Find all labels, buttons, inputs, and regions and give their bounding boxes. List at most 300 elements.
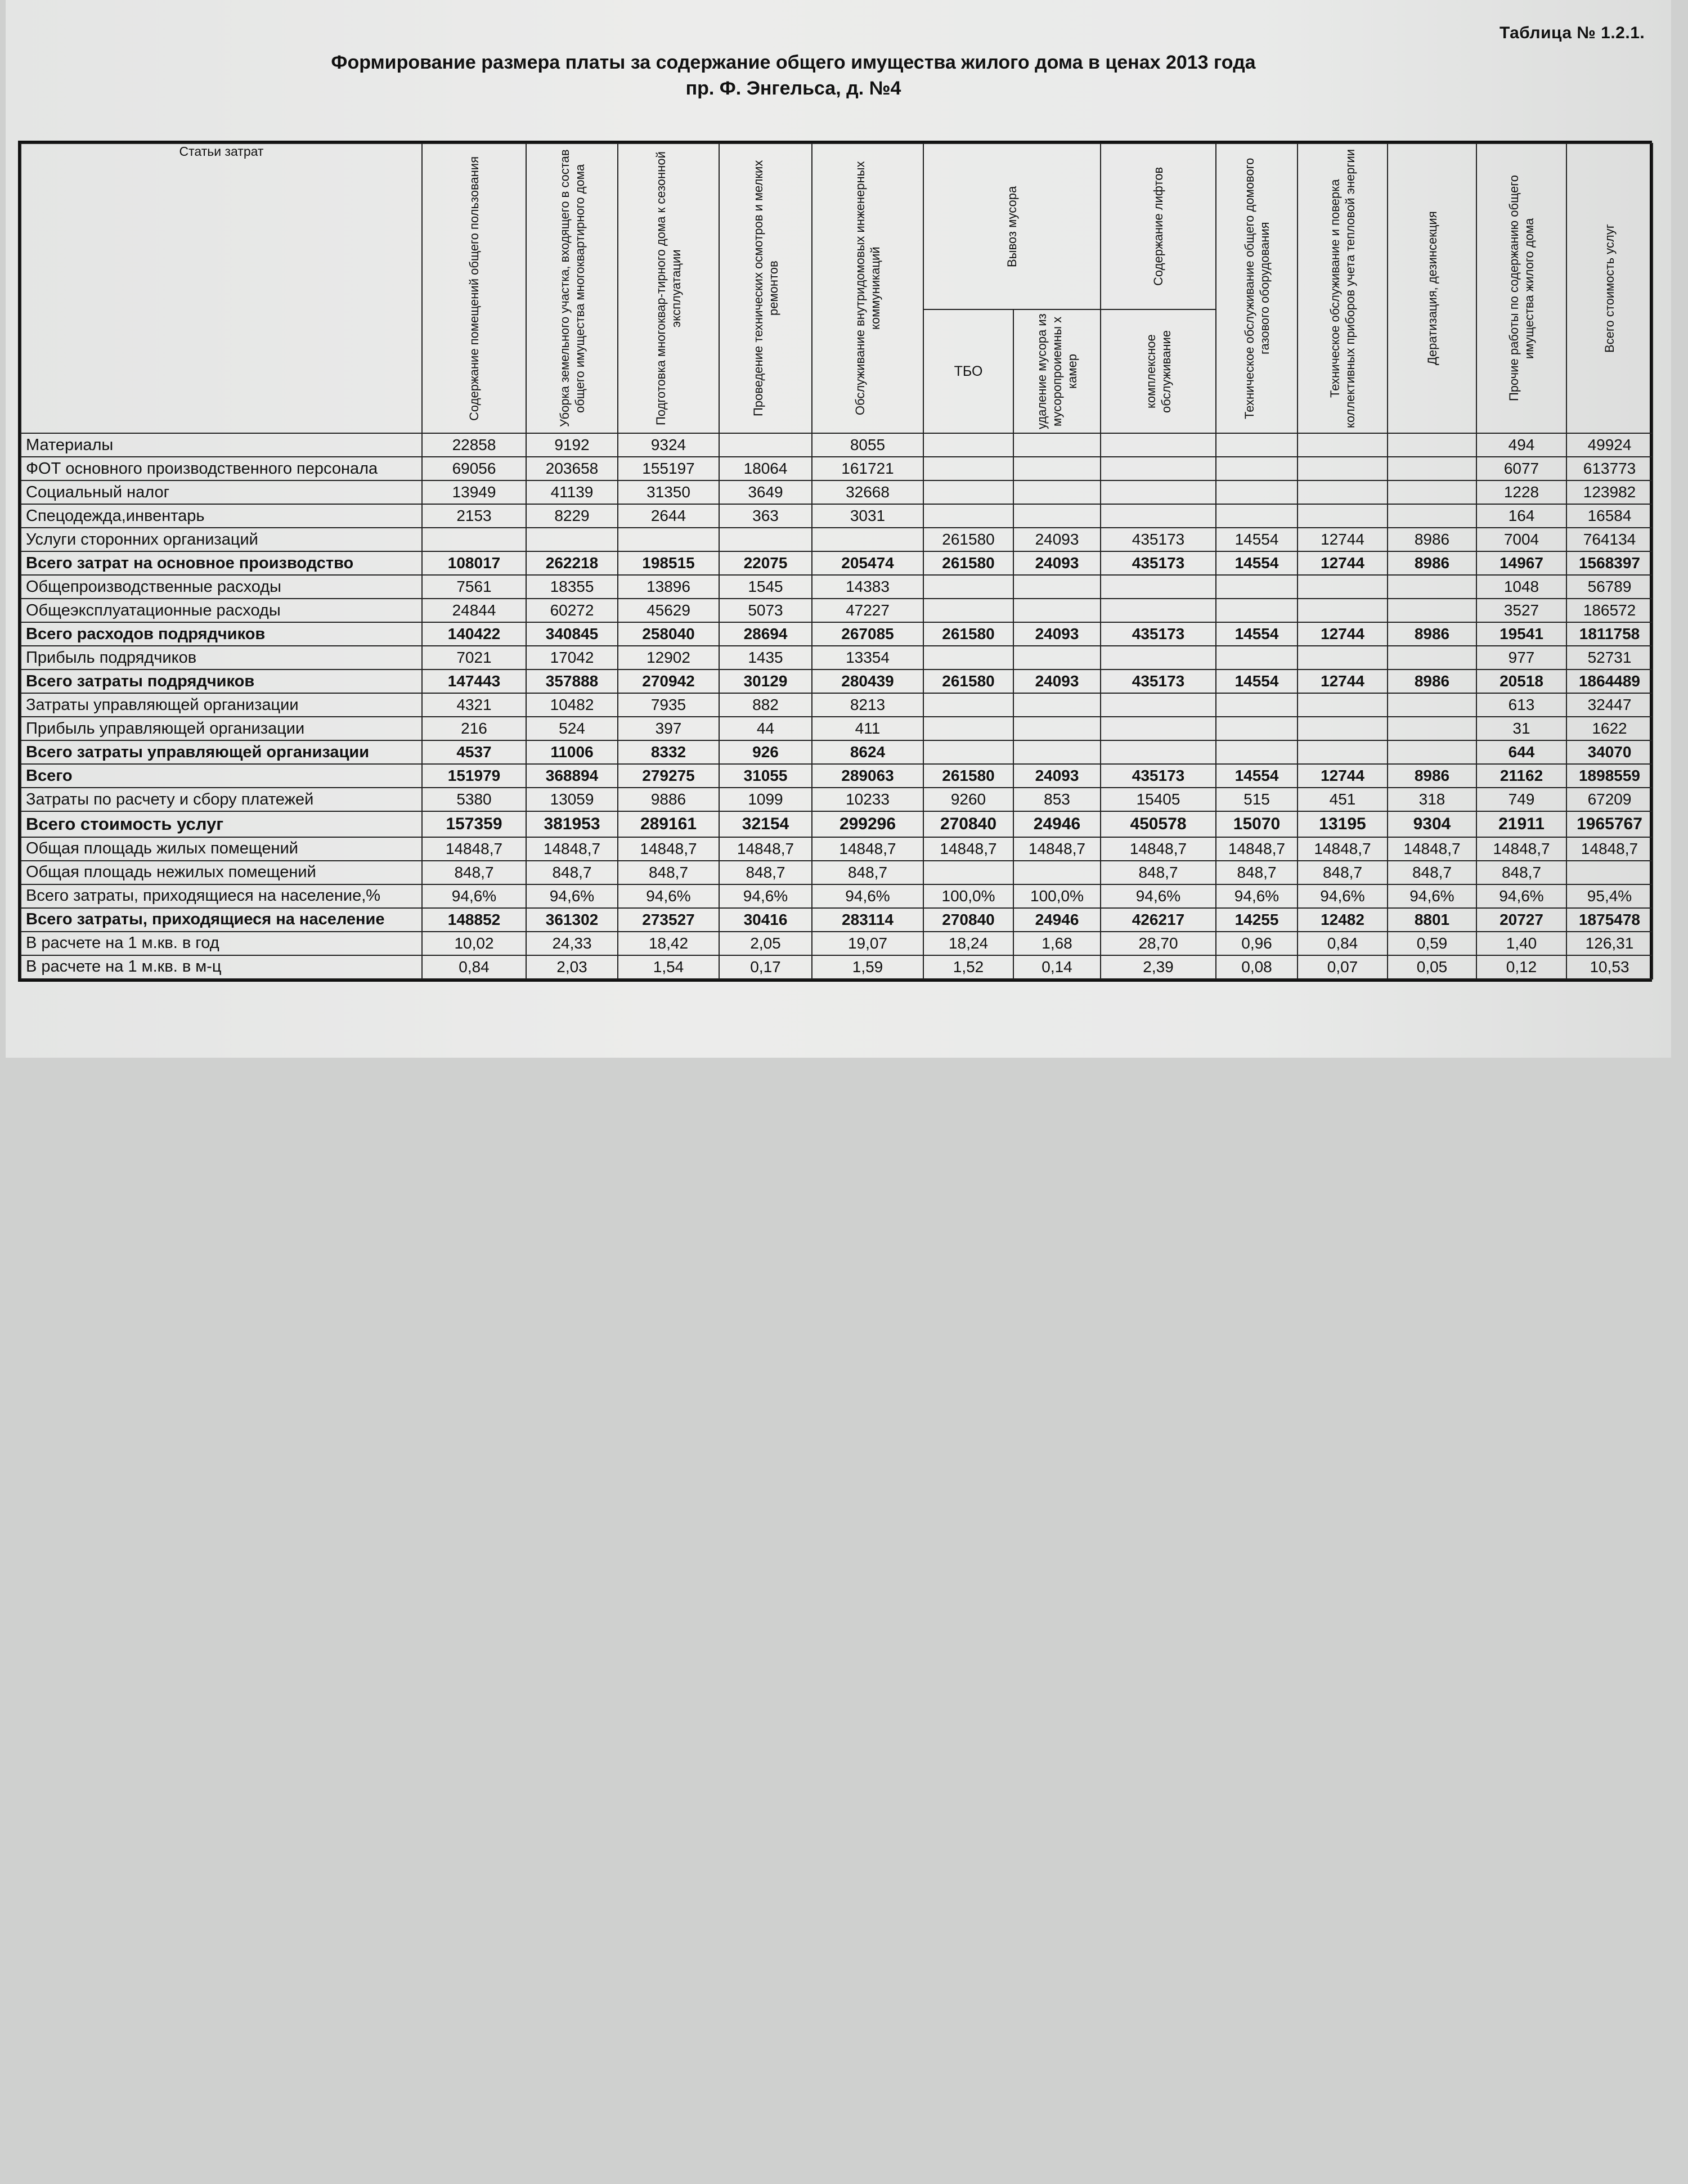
cell-value [1216, 693, 1298, 717]
cell-value [923, 693, 1013, 717]
cell-value: 19,07 [812, 932, 923, 955]
header-total-cost: Всего стоимость услуг [1566, 143, 1653, 433]
cell-value: 261580 [923, 669, 1013, 693]
cell-value: 435173 [1101, 764, 1216, 788]
cell-value: 94,6% [1388, 884, 1476, 908]
cell-value: 10,53 [1566, 955, 1653, 979]
cell-value: 108017 [422, 551, 526, 575]
cell-value [1298, 693, 1388, 717]
cell-value [1013, 575, 1101, 599]
cell-value [1013, 717, 1101, 740]
cell-value [1101, 646, 1216, 669]
cell-value: 13896 [618, 575, 719, 599]
cell-value: 11006 [526, 740, 618, 764]
row-label: Затраты управляющей организации [21, 693, 422, 717]
cell-value: 8624 [812, 740, 923, 764]
cell-value: 14554 [1216, 669, 1298, 693]
cell-value: 14848,7 [422, 837, 526, 861]
cell-value: 261580 [923, 622, 1013, 646]
cell-value: 13354 [812, 646, 923, 669]
cell-value: 882 [719, 693, 812, 717]
cell-value: 258040 [618, 622, 719, 646]
cell-value: 24946 [1013, 908, 1101, 932]
cell-value: 848,7 [1298, 861, 1388, 884]
cell-value: 10,02 [422, 932, 526, 955]
row-label: Всего расходов подрядчиков [21, 622, 422, 646]
cell-value [923, 457, 1013, 480]
cell-value: 0,05 [1388, 955, 1476, 979]
cell-value: 18,24 [923, 932, 1013, 955]
cell-value: 100,0% [923, 884, 1013, 908]
cell-value: 94,6% [1298, 884, 1388, 908]
document-page [6, 0, 1671, 1058]
cell-value: 435173 [1101, 528, 1216, 551]
row-label: Всего затрат на основное производство [21, 551, 422, 575]
cell-value [1216, 480, 1298, 504]
cell-value: 0,14 [1013, 955, 1101, 979]
cell-value [1298, 599, 1388, 622]
table-row [21, 457, 1653, 480]
header-articles: Статьи затрат [21, 143, 422, 433]
cell-value: 261580 [923, 551, 1013, 575]
cell-value: 14554 [1216, 551, 1298, 575]
cell-value: 164 [1476, 504, 1566, 528]
cell-value: 2,03 [526, 955, 618, 979]
header-other-works: Прочие работы по содержанию общего имущества жилого дома [1476, 143, 1566, 433]
cell-value [1298, 646, 1388, 669]
cell-value: 8986 [1388, 622, 1476, 646]
cell-value: 1,52 [923, 955, 1013, 979]
row-label: Услуги сторонних организаций [21, 528, 422, 551]
cell-value: 12744 [1298, 764, 1388, 788]
cell-value: 3031 [812, 504, 923, 528]
cell-value: 161721 [812, 457, 923, 480]
cell-value: 0,12 [1476, 955, 1566, 979]
cell-value: 494 [1476, 433, 1566, 457]
cell-value: 14848,7 [1013, 837, 1101, 861]
cell-value: 8986 [1388, 528, 1476, 551]
cell-value [923, 646, 1013, 669]
cell-value: 13059 [526, 788, 618, 811]
cell-value [1388, 480, 1476, 504]
cell-value: 8055 [812, 433, 923, 457]
cell-value: 8229 [526, 504, 618, 528]
cell-value: 22075 [719, 551, 812, 575]
header-elevators: Содержание лифтов [1101, 143, 1216, 309]
document-title [146, 50, 1440, 101]
cell-value: 14848,7 [1388, 837, 1476, 861]
cell-value: 31350 [618, 480, 719, 504]
cell-value: 1,68 [1013, 932, 1101, 955]
header-deratization: Дератизация, дезинсекция [1388, 143, 1476, 433]
cell-value: 140422 [422, 622, 526, 646]
cell-value [1216, 717, 1298, 740]
cell-value: 8986 [1388, 551, 1476, 575]
cell-value [1216, 504, 1298, 528]
cell-value [1013, 861, 1101, 884]
cell-value: 186572 [1566, 599, 1653, 622]
cell-value [719, 433, 812, 457]
cell-value: 435173 [1101, 669, 1216, 693]
cell-value: 1568397 [1566, 551, 1653, 575]
row-label: Прибыль управляющей организации [21, 717, 422, 740]
header-common-premises: Содержание помещений общего пользования [422, 143, 526, 433]
cell-value: 848,7 [812, 861, 923, 884]
cell-value: 368894 [526, 764, 618, 788]
cell-value [1298, 740, 1388, 764]
cell-value: 1875478 [1566, 908, 1653, 932]
header-heat-meters: Техническое обслуживание и поверка коллективных приборов учета тепловой энергии [1298, 143, 1388, 433]
cell-value: 20727 [1476, 908, 1566, 932]
table-row [21, 551, 1653, 575]
cell-value: 94,6% [526, 884, 618, 908]
cell-value: 340845 [526, 622, 618, 646]
cell-value: 14848,7 [923, 837, 1013, 861]
row-label: Всего затраты, приходящиеся на население,% [21, 884, 422, 908]
cell-value: 147443 [422, 669, 526, 693]
cell-value: 4321 [422, 693, 526, 717]
cell-value [1216, 457, 1298, 480]
cell-value: 94,6% [422, 884, 526, 908]
cell-value: 926 [719, 740, 812, 764]
row-label: Спецодежда,инвентарь [21, 504, 422, 528]
cell-value: 613 [1476, 693, 1566, 717]
cell-value [1298, 717, 1388, 740]
cell-value: 4537 [422, 740, 526, 764]
cell-value [1013, 480, 1101, 504]
title-line-1: Формирование размера платы за содержание общего имущества жилого дома в ценах 2013 года [331, 52, 1256, 73]
cell-value: 21911 [1476, 811, 1566, 837]
cell-value: 24093 [1013, 622, 1101, 646]
cell-value: 9886 [618, 788, 719, 811]
cell-value: 644 [1476, 740, 1566, 764]
cell-value: 14848,7 [1566, 837, 1653, 861]
table-row [21, 932, 1653, 955]
row-label: Всего затраты управляющей организации [21, 740, 422, 764]
cell-value: 435173 [1101, 551, 1216, 575]
cell-value: 397 [618, 717, 719, 740]
cell-value [1298, 575, 1388, 599]
cell-value: 14848,7 [1216, 837, 1298, 861]
cell-value: 1,40 [1476, 932, 1566, 955]
cell-value: 1898559 [1566, 764, 1653, 788]
cell-value: 8213 [812, 693, 923, 717]
cell-value: 9324 [618, 433, 719, 457]
cell-value [1216, 646, 1298, 669]
cell-value: 18064 [719, 457, 812, 480]
cell-value: 41139 [526, 480, 618, 504]
cell-value: 2644 [618, 504, 719, 528]
cell-value: 14848,7 [1101, 837, 1216, 861]
cell-value: 216 [422, 717, 526, 740]
cell-value [1101, 717, 1216, 740]
cell-value: 32447 [1566, 693, 1653, 717]
cell-value: 435173 [1101, 622, 1216, 646]
header-engineering-maintenance: Обслуживание внутридомовых инженерных коммуникаций [812, 143, 923, 433]
cell-value: 148852 [422, 908, 526, 932]
cell-value: 848,7 [1101, 861, 1216, 884]
cell-value: 7021 [422, 646, 526, 669]
table-row [21, 693, 1653, 717]
cell-value: 9192 [526, 433, 618, 457]
cell-value: 28,70 [1101, 932, 1216, 955]
cell-value: 94,6% [1476, 884, 1566, 908]
row-label: ФОТ основного производственного персонала [21, 457, 422, 480]
cell-value: 47227 [812, 599, 923, 622]
cell-value [923, 740, 1013, 764]
cell-value [923, 599, 1013, 622]
cell-value: 381953 [526, 811, 618, 837]
cell-value: 1,59 [812, 955, 923, 979]
cell-value [1298, 480, 1388, 504]
cell-value [1013, 599, 1101, 622]
cell-value: 0,07 [1298, 955, 1388, 979]
cell-value: 22858 [422, 433, 526, 457]
cell-value: 205474 [812, 551, 923, 575]
cell-value: 270942 [618, 669, 719, 693]
cell-value: 8986 [1388, 764, 1476, 788]
table-row [21, 740, 1653, 764]
cell-value: 318 [1388, 788, 1476, 811]
cell-value: 14554 [1216, 622, 1298, 646]
cell-value: 24,33 [526, 932, 618, 955]
cell-value: 764134 [1566, 528, 1653, 551]
cell-value: 848,7 [719, 861, 812, 884]
row-label: Всего стоимость услуг [21, 811, 422, 837]
cell-value: 267085 [812, 622, 923, 646]
table-row [21, 764, 1653, 788]
cell-value: 524 [526, 717, 618, 740]
table-row [21, 717, 1653, 740]
cell-value: 8332 [618, 740, 719, 764]
cell-value: 151979 [422, 764, 526, 788]
cell-value [1216, 433, 1298, 457]
table-row [21, 955, 1653, 979]
cell-value: 450578 [1101, 811, 1216, 837]
table-row [21, 622, 1653, 646]
cell-value [923, 433, 1013, 457]
cell-value: 515 [1216, 788, 1298, 811]
cell-value: 56789 [1566, 575, 1653, 599]
cell-value: 12744 [1298, 528, 1388, 551]
cell-value [1216, 575, 1298, 599]
row-label: Всего затраты, приходящиеся на население [21, 908, 422, 932]
cell-value: 24093 [1013, 528, 1101, 551]
table-body [21, 433, 1653, 979]
header-technical-inspections: Проведение технических осмотров и мелких ремонтов [719, 143, 812, 433]
cell-value: 1048 [1476, 575, 1566, 599]
cell-value: 8801 [1388, 908, 1476, 932]
cell-value [923, 504, 1013, 528]
cell-value [1388, 457, 1476, 480]
cell-value [923, 575, 1013, 599]
table-row [21, 504, 1653, 528]
cell-value [923, 717, 1013, 740]
cell-value [1013, 740, 1101, 764]
cell-value: 94,6% [618, 884, 719, 908]
cell-value: 1435 [719, 646, 812, 669]
cell-value: 32668 [812, 480, 923, 504]
cell-value: 361302 [526, 908, 618, 932]
row-label: Общая площадь нежилых помещений [21, 861, 422, 884]
cell-value: 60272 [526, 599, 618, 622]
cell-value: 1965767 [1566, 811, 1653, 837]
cell-value: 1,54 [618, 955, 719, 979]
cell-value: 14848,7 [1476, 837, 1566, 861]
cell-value [618, 528, 719, 551]
cell-value: 1099 [719, 788, 812, 811]
cell-value: 94,6% [719, 884, 812, 908]
cell-value: 749 [1476, 788, 1566, 811]
cell-value: 5073 [719, 599, 812, 622]
cell-value: 100,0% [1013, 884, 1101, 908]
row-label: Затраты по расчету и сбору платежей [21, 788, 422, 811]
cell-value [1298, 504, 1388, 528]
cell-value: 10482 [526, 693, 618, 717]
table-row [21, 884, 1653, 908]
cell-value [1013, 646, 1101, 669]
cell-value [719, 528, 812, 551]
cell-value [1388, 717, 1476, 740]
row-label: Материалы [21, 433, 422, 457]
cell-value: 1864489 [1566, 669, 1653, 693]
cell-value: 94,6% [1216, 884, 1298, 908]
row-label: Всего [21, 764, 422, 788]
cell-value [1101, 693, 1216, 717]
cell-value: 289063 [812, 764, 923, 788]
cell-value: 10233 [812, 788, 923, 811]
cell-value: 13949 [422, 480, 526, 504]
cell-value: 155197 [618, 457, 719, 480]
cell-value: 5380 [422, 788, 526, 811]
header-land-cleaning: Уборка земельного участка, входящего в состав общего имущества многоквартирного дома [526, 143, 618, 433]
cell-value: 1545 [719, 575, 812, 599]
title-line-2: пр. Ф. Энгельса, д. №4 [685, 78, 901, 99]
table-row [21, 837, 1653, 861]
cell-value: 9304 [1388, 811, 1476, 837]
cell-value: 273527 [618, 908, 719, 932]
table-row [21, 575, 1653, 599]
cell-value [1388, 575, 1476, 599]
cell-value: 28694 [719, 622, 812, 646]
cell-value: 12744 [1298, 622, 1388, 646]
cell-value: 21162 [1476, 764, 1566, 788]
cell-value: 1811758 [1566, 622, 1653, 646]
cell-value: 94,6% [812, 884, 923, 908]
cell-value: 7004 [1476, 528, 1566, 551]
cell-value: 2153 [422, 504, 526, 528]
cell-value: 45629 [618, 599, 719, 622]
cell-value [1101, 504, 1216, 528]
cell-value: 8986 [1388, 669, 1476, 693]
cell-value: 613773 [1566, 457, 1653, 480]
cell-value [1388, 599, 1476, 622]
table-row [21, 908, 1653, 932]
cell-value [422, 528, 526, 551]
header-season-preparation: Подготовка многоквар-тирного дома к сезонной эксплуатации [618, 143, 719, 433]
cell-value [1101, 480, 1216, 504]
row-label: Социальный налог [21, 480, 422, 504]
table-row [21, 669, 1653, 693]
cell-value [1013, 433, 1101, 457]
cell-value: 157359 [422, 811, 526, 837]
cell-value: 3527 [1476, 599, 1566, 622]
cell-value [1388, 693, 1476, 717]
cell-value: 7935 [618, 693, 719, 717]
cell-value [1216, 740, 1298, 764]
table-number: Таблица № 1.2.1. [1500, 24, 1645, 42]
cell-value: 451 [1298, 788, 1388, 811]
cell-value [1101, 457, 1216, 480]
cell-value: 1228 [1476, 480, 1566, 504]
cell-value: 12744 [1298, 669, 1388, 693]
cell-value: 17042 [526, 646, 618, 669]
cell-value [526, 528, 618, 551]
table-row [21, 433, 1653, 457]
cell-value: 7561 [422, 575, 526, 599]
header-elevator-complex: комплексное обслуживание [1101, 309, 1216, 433]
cell-value: 14554 [1216, 528, 1298, 551]
cell-value: 426217 [1101, 908, 1216, 932]
cell-value: 270840 [923, 908, 1013, 932]
cell-value [1298, 457, 1388, 480]
cell-value: 12744 [1298, 551, 1388, 575]
cell-value: 0,59 [1388, 932, 1476, 955]
cell-value: 24093 [1013, 764, 1101, 788]
cell-value: 279275 [618, 764, 719, 788]
cell-value: 20518 [1476, 669, 1566, 693]
cell-value: 15070 [1216, 811, 1298, 837]
cell-value [1388, 504, 1476, 528]
cell-value: 15405 [1101, 788, 1216, 811]
cell-value [923, 861, 1013, 884]
cell-value: 363 [719, 504, 812, 528]
cell-value [1013, 693, 1101, 717]
cell-value: 14255 [1216, 908, 1298, 932]
row-label: Прибыль подрядчиков [21, 646, 422, 669]
cell-value: 14848,7 [618, 837, 719, 861]
cell-value: 411 [812, 717, 923, 740]
cell-value: 2,39 [1101, 955, 1216, 979]
cell-value: 52731 [1566, 646, 1653, 669]
cell-value: 123982 [1566, 480, 1653, 504]
cell-value: 848,7 [1388, 861, 1476, 884]
cell-value: 262218 [526, 551, 618, 575]
cell-value: 848,7 [1476, 861, 1566, 884]
cell-value [812, 528, 923, 551]
cell-value [1101, 433, 1216, 457]
cell-value [1101, 740, 1216, 764]
cell-value: 203658 [526, 457, 618, 480]
cell-value: 853 [1013, 788, 1101, 811]
cell-value: 30129 [719, 669, 812, 693]
cost-table [18, 141, 1652, 982]
cell-value: 283114 [812, 908, 923, 932]
table-row [21, 788, 1653, 811]
cell-value: 44 [719, 717, 812, 740]
cell-value: 1622 [1566, 717, 1653, 740]
cell-value [1101, 575, 1216, 599]
cell-value: 270840 [923, 811, 1013, 837]
cell-value: 24093 [1013, 669, 1101, 693]
cell-value: 3649 [719, 480, 812, 504]
cell-value: 12482 [1298, 908, 1388, 932]
cell-value [923, 480, 1013, 504]
cell-value: 0,84 [1298, 932, 1388, 955]
row-label: Всего затраты подрядчиков [21, 669, 422, 693]
cell-value: 14848,7 [812, 837, 923, 861]
cell-value: 16584 [1566, 504, 1653, 528]
